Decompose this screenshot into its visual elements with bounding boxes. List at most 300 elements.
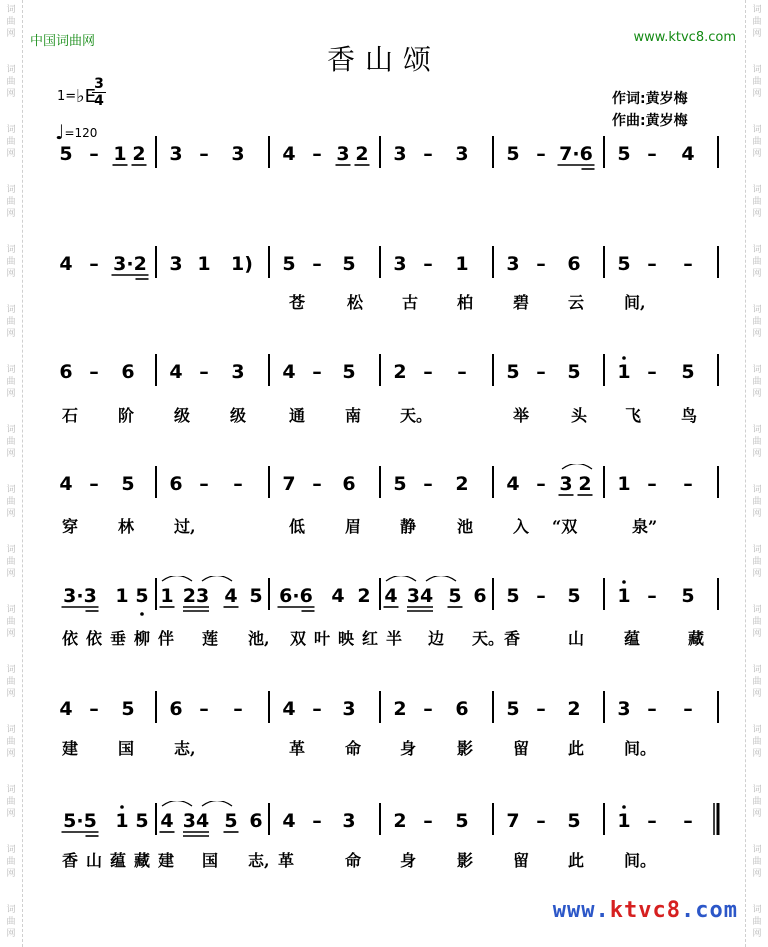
lyric-char: 眉	[345, 517, 362, 536]
watermark-char: 曲	[752, 17, 762, 27]
time-signature	[92, 76, 106, 109]
watermark-char: 词	[6, 5, 16, 15]
slur-arc	[426, 576, 456, 581]
note-digit: 5	[224, 810, 238, 832]
watermark-char: 曲	[6, 617, 16, 627]
lyric-char: 革	[289, 739, 306, 758]
note-digit: 6·6	[279, 585, 313, 607]
dash-note: –	[423, 810, 433, 832]
note-digit: 6	[342, 473, 356, 495]
note-digit: 7	[282, 473, 296, 495]
lyric-char: 池	[457, 517, 474, 536]
note-digit: 5	[342, 361, 356, 383]
score-line-svg	[52, 576, 726, 626]
watermark-char: 词	[6, 545, 16, 555]
note-digit: 3	[169, 253, 183, 275]
note-digit: 2	[578, 473, 592, 495]
dash-note: –	[647, 253, 657, 275]
watermark-char: 网	[752, 29, 762, 39]
watermark-char: 曲	[752, 617, 762, 627]
score-line-svg	[52, 244, 726, 294]
watermark-char: 词	[6, 245, 16, 255]
lyric-char: 泉”	[632, 517, 658, 536]
lyric-char: 间,	[624, 293, 646, 312]
watermark-char: 词	[752, 665, 762, 675]
watermark-char: 词	[752, 785, 762, 795]
dash-note: –	[647, 473, 657, 495]
lyric-char: 蕴	[624, 629, 641, 648]
watermark-char: 网	[752, 689, 762, 699]
watermark-char: 网	[752, 449, 762, 459]
watermark-char: 网	[6, 89, 16, 99]
watermark-char: 词	[6, 185, 16, 195]
note-digit: 4	[169, 361, 183, 383]
left-watermark-strip	[0, 0, 23, 947]
note-digit: 4	[224, 585, 238, 607]
note-digit: 4	[282, 361, 296, 383]
lyric-char: 阶	[118, 406, 135, 425]
lyric-char: 垂	[110, 629, 127, 648]
watermark-char: 网	[752, 929, 762, 939]
watermark-char: 词	[6, 605, 16, 615]
watermark-char: 网	[6, 389, 16, 399]
lyric-char: 柏	[457, 293, 474, 312]
lyric-char: 低	[289, 517, 306, 536]
lyrics-line	[52, 290, 726, 312]
watermark-char: 曲	[752, 917, 762, 927]
lyric-char: 山	[568, 629, 585, 648]
note-digit: 5	[617, 143, 631, 165]
right-watermark-strip	[745, 0, 768, 947]
note-digit: 1)	[231, 253, 253, 275]
slur-arc	[202, 576, 232, 581]
watermark-char: 词	[752, 365, 762, 375]
note-digit: 5	[342, 253, 356, 275]
lyric-char: 国	[118, 739, 135, 758]
note-digit: 5	[506, 143, 520, 165]
note-digit: 4	[59, 473, 73, 495]
lyric-char: 伴	[158, 629, 175, 648]
lyric-char: 柳	[134, 629, 151, 648]
note-digit: 3	[559, 473, 573, 495]
dash-note: –	[683, 473, 693, 495]
footer-url-prefix: www.	[552, 898, 610, 923]
lyric-char: 志,	[174, 739, 196, 758]
lyrics-line	[52, 403, 726, 425]
lyric-char: 入	[513, 517, 530, 536]
watermark-char: 曲	[752, 857, 762, 867]
dash-note: –	[423, 253, 433, 275]
watermark-char: 曲	[6, 557, 16, 567]
watermark-char: 曲	[752, 497, 762, 507]
dash-note: –	[647, 585, 657, 607]
watermark-char: 网	[752, 389, 762, 399]
note-digit: 5	[121, 698, 135, 720]
score-line-svg	[52, 352, 726, 402]
lyric-char: 飞	[625, 406, 642, 425]
dash-note: –	[683, 698, 693, 720]
lyric-char: 身	[400, 851, 417, 870]
watermark-char: 曲	[752, 257, 762, 267]
score-line	[52, 689, 726, 723]
watermark-char: 网	[6, 809, 16, 819]
note-digit: 5	[567, 810, 581, 832]
lyric-char: 香	[62, 851, 79, 870]
note-digit: 5	[393, 473, 407, 495]
note-digit: 5	[567, 585, 581, 607]
watermark-char: 网	[752, 809, 762, 819]
score-line	[52, 352, 726, 386]
watermark-char: 网	[6, 929, 16, 939]
lyric-char: 天。	[400, 406, 433, 425]
watermark-char: 曲	[6, 377, 16, 387]
note-digit: 2	[355, 143, 369, 165]
dash-note: –	[536, 585, 546, 607]
note-digit: 1	[455, 253, 469, 275]
lyric-char: 建	[158, 851, 175, 870]
watermark-char: 曲	[752, 737, 762, 747]
watermark-char: 网	[752, 329, 762, 339]
dash-note: –	[647, 810, 657, 832]
score-line	[52, 576, 726, 610]
lyric-char: 留	[513, 851, 530, 870]
lyric-char: 国	[202, 851, 219, 870]
watermark-char: 网	[752, 269, 762, 279]
tempo-value: =120	[64, 126, 98, 140]
watermark-char: 词	[6, 305, 16, 315]
key-flat: ♭E	[76, 86, 97, 107]
note-digit: 34	[182, 810, 210, 832]
watermark-char: 词	[6, 665, 16, 675]
note-digit: 3	[506, 253, 520, 275]
watermark-char: 曲	[752, 557, 762, 567]
slur-arc	[202, 801, 232, 806]
lyric-char: 映	[338, 629, 355, 648]
lyric-char: 志,	[248, 851, 270, 870]
watermark-char: 词	[752, 545, 762, 555]
lyric-char: 命	[345, 739, 362, 758]
lyric-char: 依	[86, 629, 103, 648]
high-octave-dot	[622, 805, 626, 809]
slur-arc	[386, 576, 416, 581]
note-digit: 3·3	[63, 585, 97, 607]
score-line	[52, 244, 726, 278]
note-digit: 4	[282, 810, 296, 832]
note-digit: 4	[59, 698, 73, 720]
dash-note: –	[199, 473, 209, 495]
watermark-char: 曲	[6, 257, 16, 267]
note-digit: 1	[617, 473, 631, 495]
lyric-char: 红	[362, 629, 379, 648]
watermark-char: 词	[752, 845, 762, 855]
note-digit: 2	[393, 698, 407, 720]
lyric-char: “双	[552, 517, 578, 536]
dash-note: –	[536, 698, 546, 720]
dash-note: –	[536, 253, 546, 275]
watermark-char: 词	[752, 725, 762, 735]
watermark-char: 曲	[752, 317, 762, 327]
dash-note: –	[312, 143, 322, 165]
note-digit: 3	[231, 143, 245, 165]
key-label: 1=	[57, 89, 77, 104]
lyric-char: 命	[345, 851, 362, 870]
lyric-char: 莲	[202, 629, 219, 648]
dash-note: –	[536, 143, 546, 165]
watermark-char: 网	[6, 449, 16, 459]
lyric-char: 南	[345, 406, 362, 425]
watermark-char: 曲	[6, 737, 16, 747]
high-octave-dot	[622, 580, 626, 584]
note-digit: 5	[681, 361, 695, 383]
time-sig-bottom: 4	[92, 92, 106, 109]
score-line-svg	[52, 801, 726, 851]
watermark-char: 词	[6, 365, 16, 375]
note-digit: 3	[342, 810, 356, 832]
score-line-svg	[52, 689, 726, 739]
note-digit: 1	[617, 810, 631, 832]
score-line-svg	[52, 464, 726, 514]
time-sig-top: 3	[94, 76, 104, 92]
note-digit: 1	[617, 361, 631, 383]
note-digit: 3	[393, 143, 407, 165]
site-name-cn: 中国词曲网	[30, 34, 96, 49]
watermark-char: 网	[752, 509, 762, 519]
footer-logo-url[interactable]	[553, 898, 738, 923]
lyric-char: 级	[230, 406, 247, 425]
key-signature	[57, 84, 96, 105]
watermark-char: 曲	[752, 797, 762, 807]
lyric-char: 此	[568, 851, 585, 870]
dash-note: –	[683, 810, 693, 832]
note-digit: 6	[567, 253, 581, 275]
low-octave-dot	[140, 612, 144, 616]
dash-note: –	[312, 810, 322, 832]
note-digit: 3	[169, 143, 183, 165]
dash-note: –	[89, 253, 99, 275]
note-digit: 1	[115, 810, 129, 832]
watermark-char: 网	[752, 89, 762, 99]
note-digit: 2	[393, 810, 407, 832]
watermark-char: 词	[6, 905, 16, 915]
note-digit: 2	[393, 361, 407, 383]
note-digit: 4	[282, 143, 296, 165]
note-digit: 7	[506, 810, 520, 832]
note-digit: 5	[448, 585, 462, 607]
watermark-char: 网	[752, 149, 762, 159]
note-digit: 5	[135, 585, 149, 607]
lyric-char: 半	[386, 629, 403, 648]
watermark-char: 网	[752, 209, 762, 219]
note-digit: 23	[182, 585, 210, 607]
note-digit: 6	[473, 585, 487, 607]
watermark-char: 网	[6, 269, 16, 279]
lyric-char: 身	[400, 739, 417, 758]
dash-note: –	[312, 361, 322, 383]
watermark-char: 曲	[752, 137, 762, 147]
watermark-char: 网	[6, 869, 16, 879]
slur-arc	[562, 464, 592, 469]
note-digit: 6	[455, 698, 469, 720]
watermark-char: 网	[6, 569, 16, 579]
dash-note: –	[647, 143, 657, 165]
note-digit: 5	[59, 143, 73, 165]
note-digit: 4	[506, 473, 520, 495]
watermark-char: 词	[6, 485, 16, 495]
note-digit: 1	[617, 585, 631, 607]
watermark-char: 词	[752, 485, 762, 495]
watermark-char: 曲	[6, 797, 16, 807]
note-digit: 4	[282, 698, 296, 720]
watermark-char: 词	[6, 425, 16, 435]
note-digit: 4	[384, 585, 398, 607]
watermark-char: 网	[752, 569, 762, 579]
high-octave-dot	[622, 356, 626, 360]
note-digit: 5	[135, 810, 149, 832]
lyric-char: 藏	[134, 851, 151, 870]
watermark-char: 网	[6, 509, 16, 519]
dash-note: –	[423, 473, 433, 495]
watermark-char: 词	[752, 125, 762, 135]
lyric-char: 革	[278, 851, 295, 870]
note-digit: 3	[455, 143, 469, 165]
watermark-char: 曲	[752, 377, 762, 387]
lyric-char: 松	[347, 293, 364, 312]
dash-note: –	[536, 361, 546, 383]
watermark-char: 词	[6, 725, 16, 735]
lyrics-line	[52, 736, 726, 758]
note-digit: 4	[59, 253, 73, 275]
page-title: 香山颂	[326, 43, 441, 76]
dash-note: –	[312, 253, 322, 275]
lyric-char: 间。	[624, 739, 657, 758]
dash-note: –	[89, 361, 99, 383]
dash-note: –	[536, 810, 546, 832]
note-digit: 5	[567, 361, 581, 383]
watermark-char: 词	[752, 425, 762, 435]
note-digit: 2	[132, 143, 146, 165]
lyrics-line	[52, 626, 726, 648]
lyric-char: 边	[428, 629, 445, 648]
watermark-char: 曲	[752, 437, 762, 447]
dash-note: –	[536, 473, 546, 495]
lyric-char: 天。	[472, 629, 505, 648]
lyric-char: 依	[62, 629, 79, 648]
watermark-char: 词	[752, 65, 762, 75]
note-digit: 3	[342, 698, 356, 720]
note-digit: 1	[113, 143, 127, 165]
quarter-note-icon: ♩	[55, 120, 65, 144]
watermark-char: 词	[6, 845, 16, 855]
lyric-char: 静	[400, 517, 417, 536]
watermark-char: 网	[6, 629, 16, 639]
lyric-char: 池,	[248, 629, 270, 648]
dash-note: –	[683, 253, 693, 275]
lyric-char: 叶	[314, 629, 331, 648]
score-line	[52, 134, 726, 168]
note-digit: 1	[115, 585, 129, 607]
note-digit: 5	[617, 253, 631, 275]
note-digit: 5	[506, 361, 520, 383]
dash-note: –	[423, 361, 433, 383]
watermark-char: 词	[6, 125, 16, 135]
note-digit: 2	[455, 473, 469, 495]
note-digit: 3	[231, 361, 245, 383]
note-digit: 3	[393, 253, 407, 275]
note-digit: 3	[617, 698, 631, 720]
dash-note: –	[312, 473, 322, 495]
lyric-char: 过,	[174, 517, 196, 536]
slur-arc	[162, 801, 192, 806]
lyric-char: 香	[504, 629, 521, 648]
watermark-char: 曲	[6, 437, 16, 447]
note-digit: 6	[169, 698, 183, 720]
watermark-char: 网	[6, 149, 16, 159]
note-digit: 2	[357, 585, 371, 607]
lyric-char: 此	[568, 739, 585, 758]
watermark-char: 词	[752, 245, 762, 255]
lyric-char: 穿	[62, 517, 79, 536]
site-url[interactable]: www.ktvc8.com	[633, 30, 736, 45]
lyric-char: 古	[402, 293, 419, 312]
watermark-char: 词	[752, 185, 762, 195]
watermark-char: 曲	[6, 677, 16, 687]
lyric-char: 双	[290, 629, 307, 648]
dash-note: –	[89, 473, 99, 495]
watermark-char: 网	[6, 749, 16, 759]
note-digit: 5	[506, 585, 520, 607]
lyric-char: 建	[62, 739, 79, 758]
watermark-char: 词	[752, 5, 762, 15]
note-digit: 4	[160, 810, 174, 832]
watermark-char: 词	[752, 305, 762, 315]
credits	[612, 88, 688, 132]
note-digit: 7·6	[559, 143, 593, 165]
watermark-char: 曲	[6, 917, 16, 927]
watermark-char: 网	[6, 29, 16, 39]
note-digit: 34	[406, 585, 434, 607]
watermark-char: 网	[6, 329, 16, 339]
note-digit: 4	[331, 585, 345, 607]
dash-note: –	[457, 361, 467, 383]
note-digit: 5	[282, 253, 296, 275]
watermark-char: 网	[752, 629, 762, 639]
watermark-char: 曲	[6, 857, 16, 867]
note-digit: 5	[249, 585, 263, 607]
note-digit: 6	[249, 810, 263, 832]
watermark-char: 词	[6, 785, 16, 795]
lyric-char: 间。	[624, 851, 657, 870]
note-digit: 5	[455, 810, 469, 832]
lyric-char: 碧	[513, 293, 530, 312]
watermark-char: 曲	[752, 677, 762, 687]
note-digit: 1	[160, 585, 174, 607]
lyric-char: 举	[513, 406, 530, 425]
note-digit: 6	[169, 473, 183, 495]
lyric-char: 影	[457, 739, 474, 758]
watermark-char: 曲	[6, 77, 16, 87]
note-digit: 4	[681, 143, 695, 165]
dash-note: –	[89, 698, 99, 720]
watermark-char: 曲	[6, 197, 16, 207]
lyric-char: 通	[289, 406, 306, 425]
dash-note: –	[312, 698, 322, 720]
score-line	[52, 464, 726, 498]
dash-note: –	[647, 698, 657, 720]
lyric-char: 藏	[688, 629, 705, 648]
watermark-char: 网	[6, 689, 16, 699]
watermark-char: 曲	[6, 497, 16, 507]
dash-note: –	[199, 361, 209, 383]
